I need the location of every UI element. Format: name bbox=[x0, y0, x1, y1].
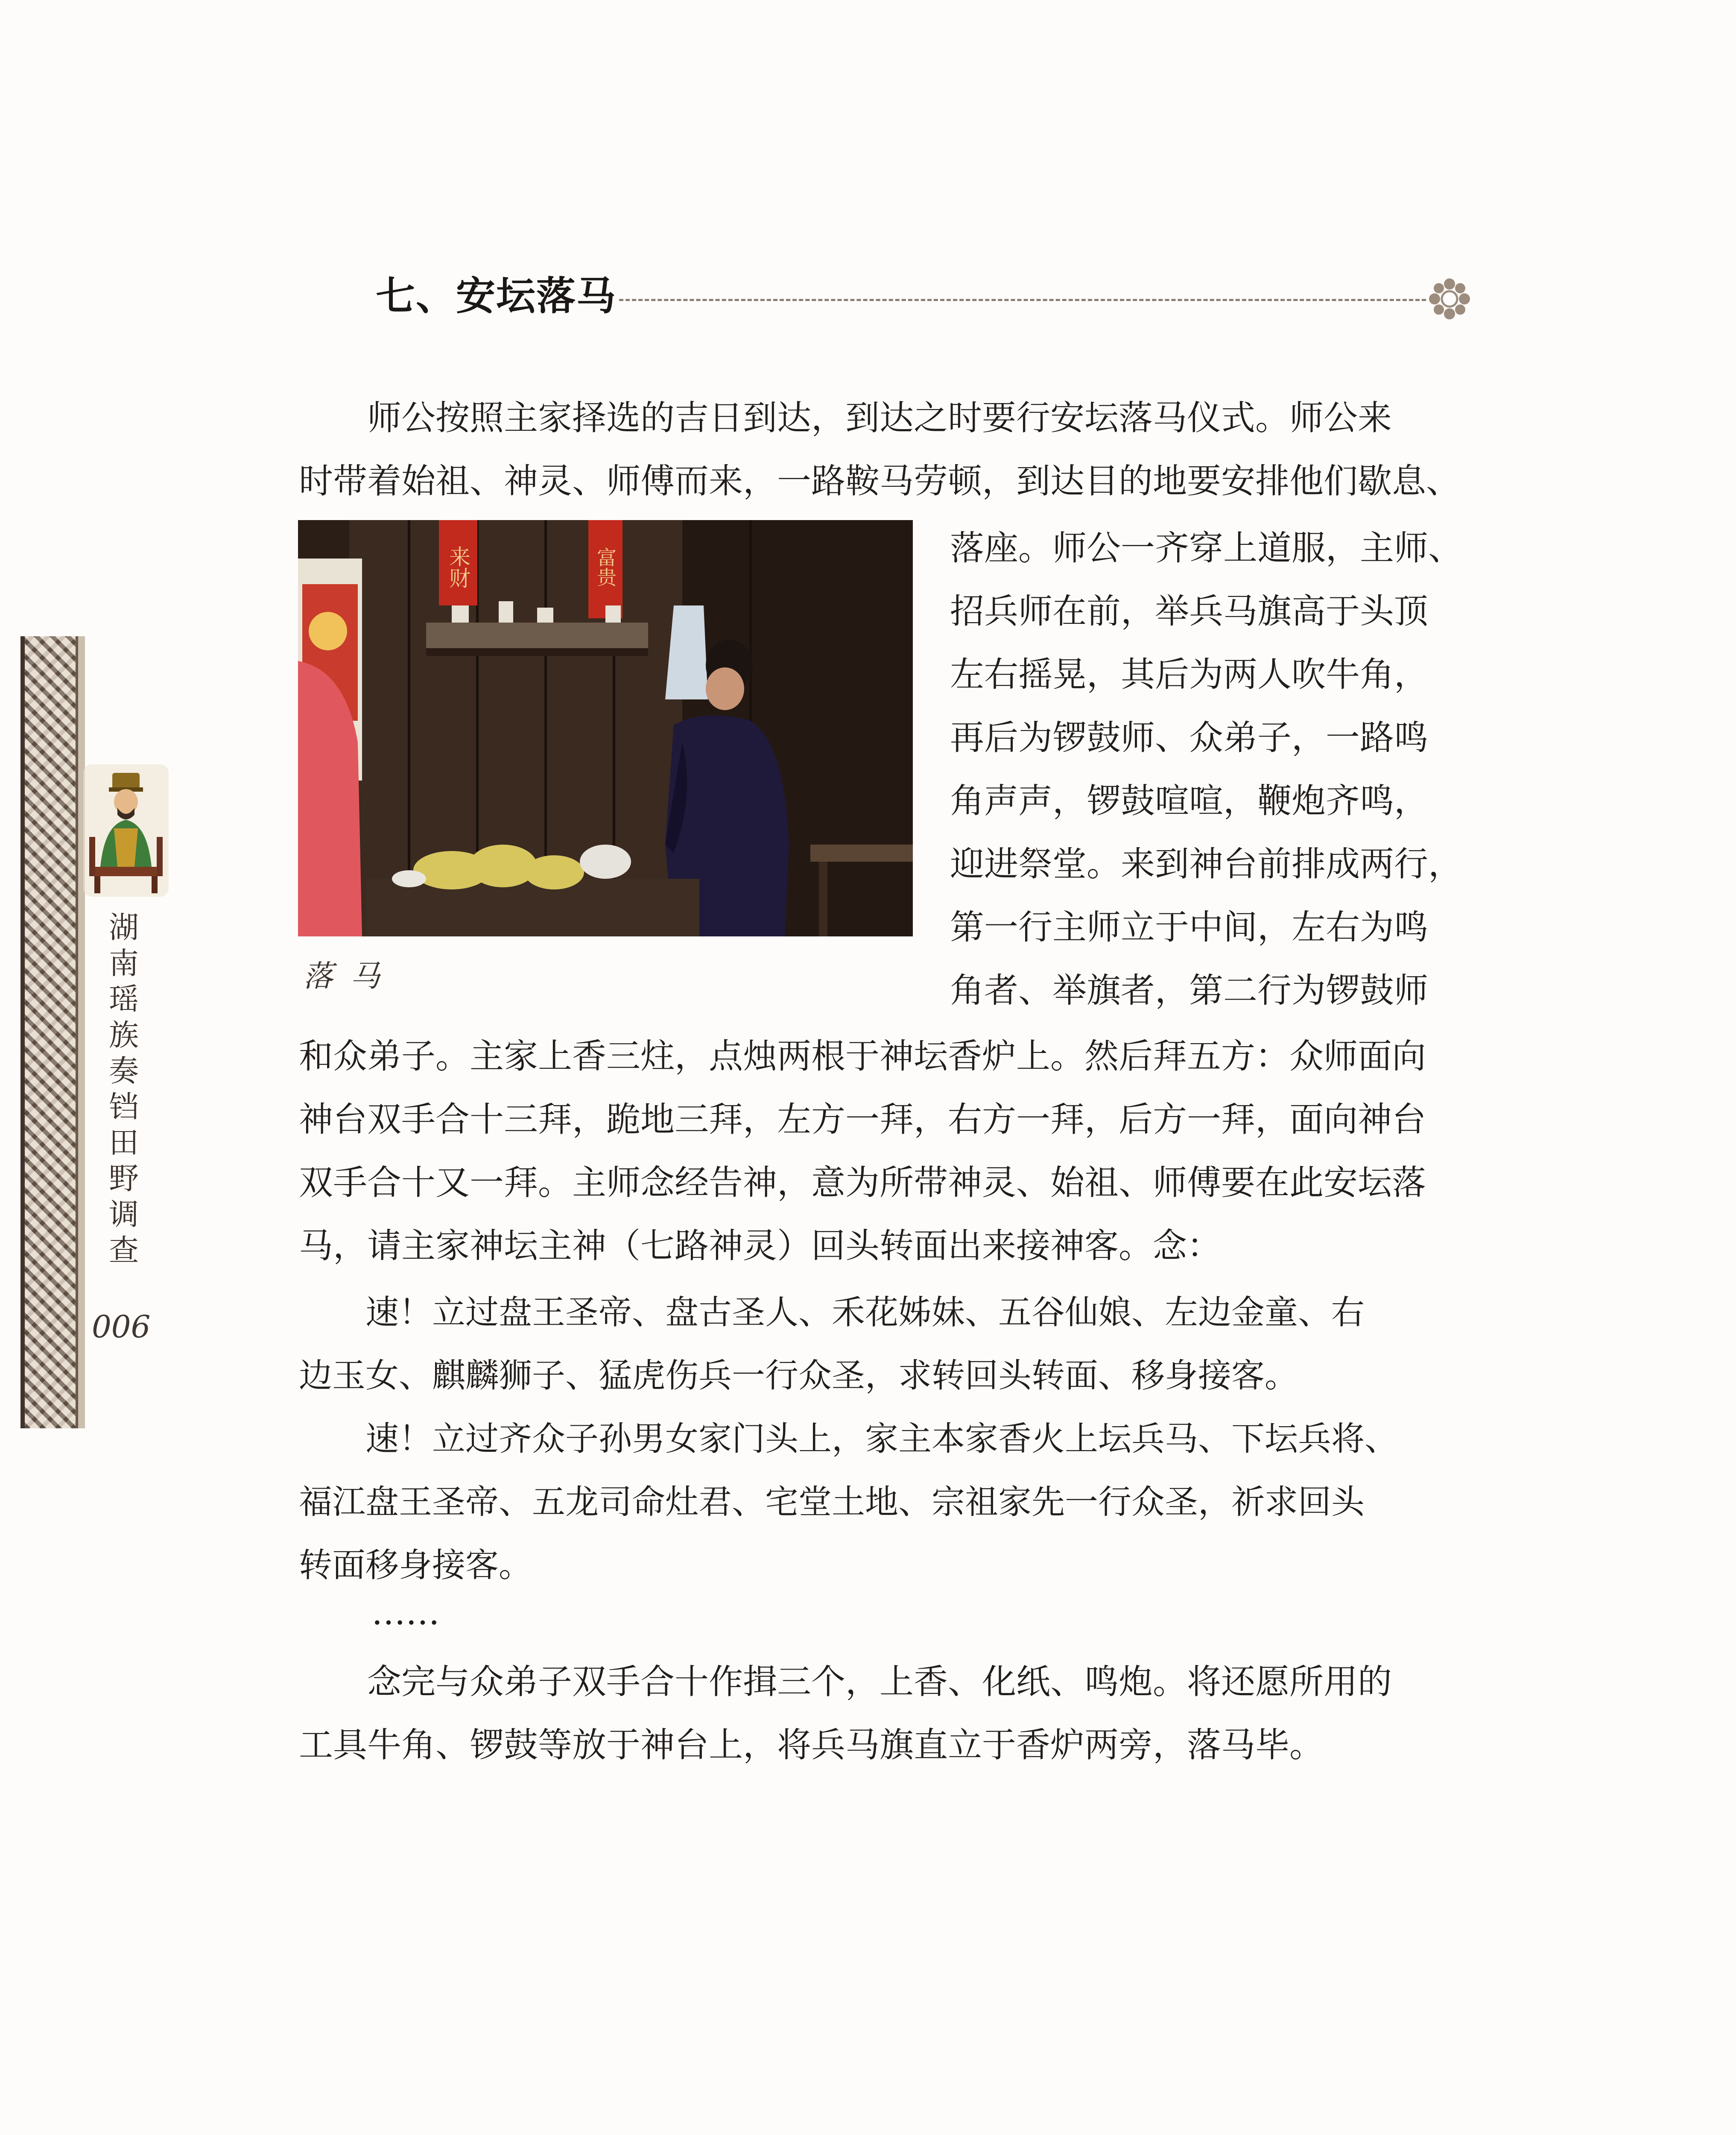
chant-line: 速！立过齐众子孙男女家门头上，家主本家香火上坛兵马、下坛兵将、 bbox=[299, 1420, 1398, 1458]
text-line: 时带着始祖、神灵、师傅而来，一路鞍马劳顿，到达目的地要安排他们歇息、 bbox=[299, 461, 1460, 501]
chant-ellipsis: …… bbox=[371, 1593, 440, 1632]
text-line: 工具牛角、锣鼓等放于神台上，将兵马旗直立于香炉两旁，落马毕。 bbox=[299, 1725, 1324, 1765]
text-line: 招兵师在前，举兵马旗高于头顶 bbox=[950, 591, 1428, 631]
heading-dashed-rule bbox=[619, 299, 1426, 301]
text-line: 第一行主师立于中间，左右为鸣 bbox=[950, 907, 1428, 947]
text-line: 落座。师公一齐穿上道服，主师、 bbox=[950, 528, 1462, 568]
side-band-inner-strip bbox=[78, 636, 85, 1428]
chant-line: 转面移身接客。 bbox=[299, 1546, 532, 1585]
text-line: 神台双手合十三拜，跪地三拜，左方一拜，右方一拜，后方一拜，面向神台 bbox=[299, 1100, 1426, 1139]
text-line: 角者、举旗者，第二行为锣鼓师 bbox=[950, 971, 1428, 1010]
ritual-photo bbox=[298, 520, 913, 936]
text-line: 和众弟子。主家上香三炷，点烛两根于神坛香炉上。然后拜五方：众师面向 bbox=[299, 1036, 1426, 1076]
chant-line: 福江盘王圣帝、五龙司命灶君、宅堂土地、宗祖家先一行众圣，祈求回头 bbox=[299, 1483, 1365, 1521]
chant-text-block bbox=[299, 1281, 1477, 1597]
text-line: 迎进祭堂。来到神台前排成两行， bbox=[950, 844, 1462, 884]
text-line: 马，请主家神坛主神（七路神灵）回头转面出来接神客。念： bbox=[299, 1226, 1221, 1266]
page-number: 006 bbox=[92, 1309, 151, 1345]
seated-deity-figure-icon bbox=[75, 760, 177, 901]
section-heading: 七、安坛落马 bbox=[376, 273, 617, 319]
flower-ornament-icon bbox=[1426, 275, 1473, 322]
intro-paragraph bbox=[299, 386, 1477, 513]
text-line: 再后为锣鼓师、众弟子，一路鸣 bbox=[950, 718, 1428, 757]
photo-banner-left: 来财 bbox=[446, 546, 471, 588]
book-title-vertical: 湖南瑶族奏铛田野调查 bbox=[109, 910, 139, 1268]
ritual-paragraph bbox=[299, 1025, 1477, 1278]
text-line: 左右摇晃，其后为两人吹牛角， bbox=[950, 655, 1428, 694]
text-line: 念完与众弟子双手合十作揖三个，上香、化纸、鸣炮。将还愿所用的 bbox=[299, 1662, 1392, 1702]
text-line: 角声声，锣鼓喧喧，鞭炮齐鸣， bbox=[950, 781, 1428, 821]
text-line: 双手合十又一拜。主师念经告神，意为所带神灵、始祖、师傅要在此安坛落 bbox=[299, 1163, 1426, 1202]
side-decorative-band bbox=[20, 636, 78, 1428]
chant-line: 速！立过盘王圣帝、盘古圣人、禾花姊妹、五谷仙娘、左边金童、右 bbox=[299, 1293, 1365, 1332]
photo-banner-right: 富贵 bbox=[594, 547, 617, 587]
wrapped-paragraph-column bbox=[950, 517, 1477, 1022]
text-line: 师公按照主家择选的吉日到达，到达之时要行安坛落马仪式。师公来 bbox=[299, 398, 1392, 438]
photo-caption: 落马 bbox=[303, 959, 397, 994]
chant-line: 边玉女、麒麟狮子、猛虎伤兵一行众圣，求转回头转面、移身接客。 bbox=[299, 1357, 1298, 1395]
closing-paragraph bbox=[299, 1650, 1477, 1777]
